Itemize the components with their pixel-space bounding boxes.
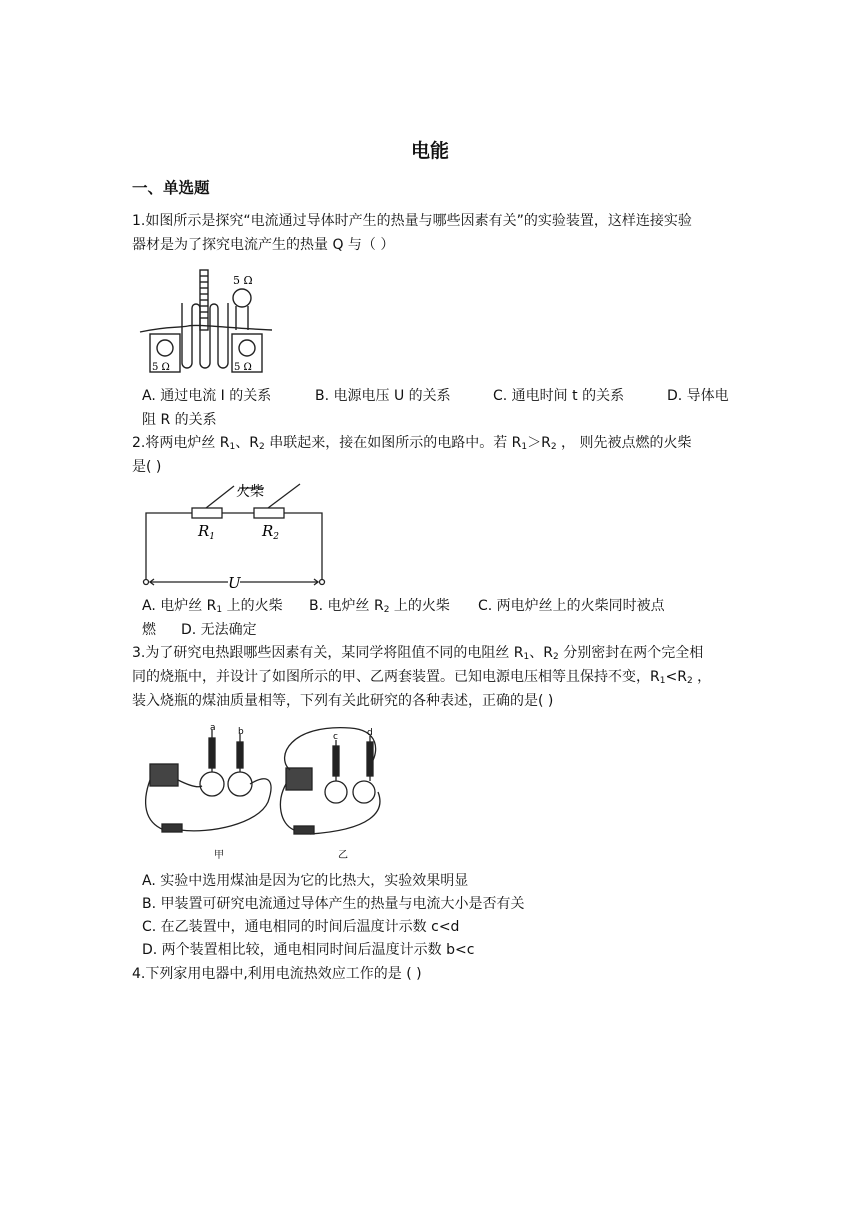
q2-circuit-figure [140,478,330,593]
q1-figure [138,268,274,376]
q3-option-a[interactable]: A. 实验中选用煤油是因为它的比热大，实验效果明显 [142,873,469,889]
q2-stem-line2: 是( ) [132,459,162,475]
q1-stem-line1: 1.如图所示是探究“电流通过导体时产生的热量与哪些因素有关”的实验装置，这样连接实验 [132,213,692,229]
q3-label-yi: 乙 [338,850,348,861]
q3-option-d[interactable]: D. 两个装置相比较，通电相同时间后温度计示数 b<c [142,942,475,958]
q1-option-d[interactable]: D. 导体电 [667,388,729,404]
q3-stem-line2: 同的烧瓶中，并设计了如图所示的甲、乙两套装置。已知电源电压相等且保持不变，$R_1<R_2$ ， [132,669,712,686]
q1-top-resistor-label: 5 Ω [233,274,253,287]
q2-r1-label: $R_1$ [198,522,216,542]
q1-left-resistor-label: 5 Ω [152,362,170,373]
q3-label-c: c [333,732,338,742]
q2-option-d[interactable]: D. 无法确定 [181,622,257,638]
q1-option-c[interactable]: C. 通电时间 t 的关系 [493,388,625,404]
q4-stem-line1: 4.下列家用电器中,利用电流热效应工作的是 ( ) [132,966,422,982]
q3-label-d: d [367,728,373,738]
q3-option-b[interactable]: B. 甲装置可研究电流通过导体产生的热量与电流大小是否有关 [142,896,525,912]
q2-option-b[interactable]: B. 电炉丝 $R_2$ 上的火柴 [309,598,450,615]
q3-stem-line3: 装入烧瓶的煤油质量相等，下列有关此研究的各种表述，正确的是( ) [132,693,554,709]
q2-match-label: 火柴 [236,484,264,500]
q2-option-c[interactable]: C. 两电炉丝上的火柴同时被点 [478,598,665,614]
q1-right-resistor-label: 5 Ω [234,362,252,373]
q2-stem-line1: 2.将两电炉丝 $R_1$、$R_2$ 串联起来，接在如图所示的电路中。若 $R_1>R_2$ ， 则先被点燃的火柴 [132,435,692,452]
q3-label-a: a [210,723,216,733]
q2-r2-label: $R_2$ [262,522,280,542]
q2-option-a[interactable]: A. 电炉丝 $R_1$ 上的火柴 [142,598,283,615]
q3-figure [140,722,390,862]
q3-label-b: b [238,727,244,737]
q1-option-a[interactable]: A. 通过电流 I 的关系 [142,388,272,404]
q3-stem-line1: 3.为了研究电热跟哪些因素有关，某同学将阻值不同的电阻丝 $R_1$、$R_2$ 分别密封在两个完全相 [132,645,704,662]
page-title: 电能 [410,140,449,162]
q1-stem-line2: 器材是为了探究电流产生的热量 Q 与（ ） [132,237,395,253]
q3-option-c[interactable]: C. 在乙装置中，通电相同的时间后温度计示数 c<d [142,919,460,935]
q2-option-c-cont: 燃 [142,622,156,638]
q1-option-b[interactable]: B. 电源电压 U 的关系 [315,388,451,404]
section-heading: 一、单选题 [132,179,210,197]
q1-option-d-cont: 阻 R 的关系 [142,412,217,428]
q2-voltage-label: U [228,574,241,592]
q3-label-jia: 甲 [214,850,224,861]
